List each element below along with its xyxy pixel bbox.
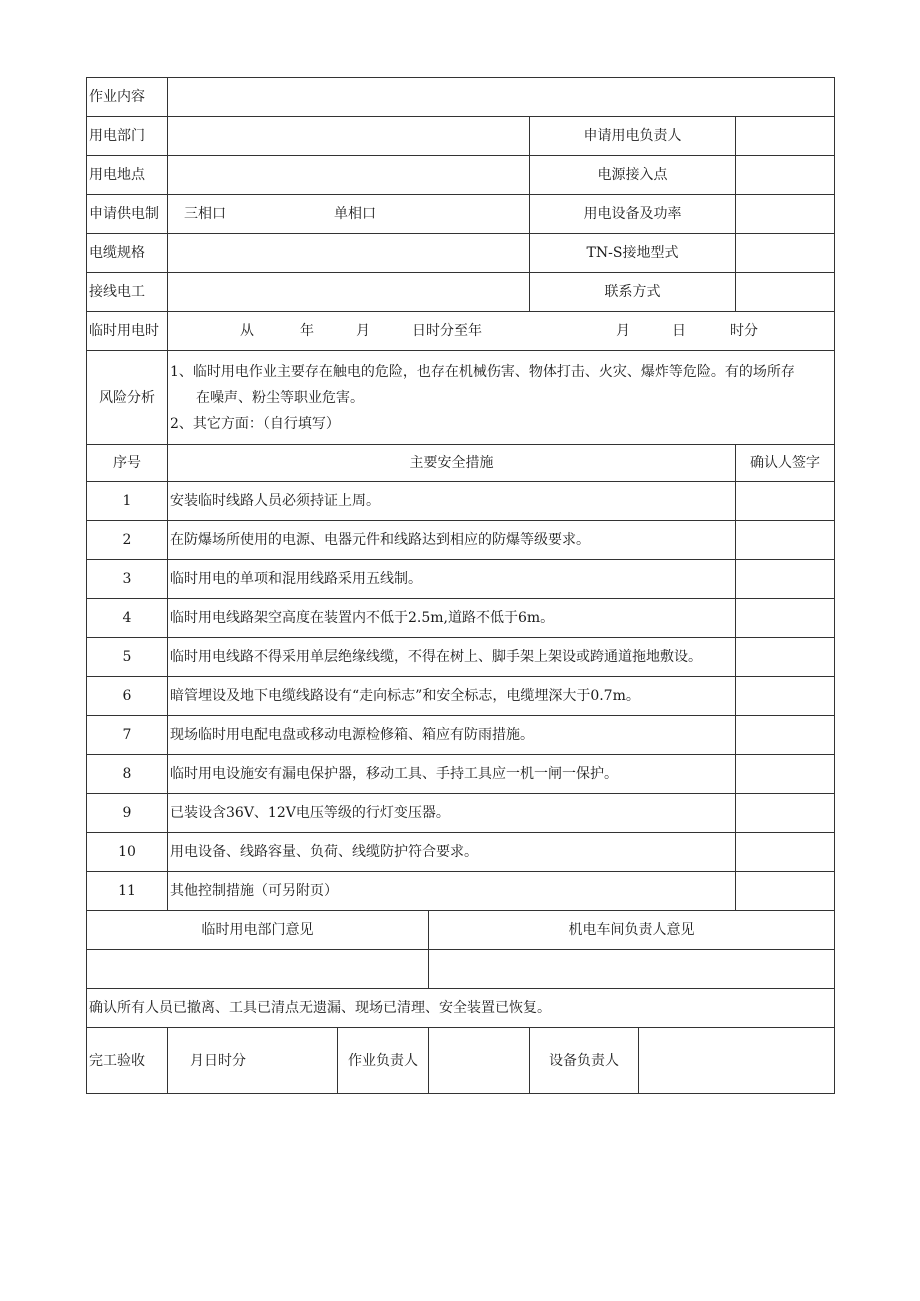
- measure-text: 临时用电线路不得采用单层绝缘线缆，不得在树上、脚手架上架设或跨通道拖地敷设。: [168, 638, 736, 677]
- power-point-label: 电源接入点: [530, 156, 736, 195]
- work-leader-label: 作业负责人: [338, 1028, 429, 1094]
- work-content-field[interactable]: [168, 78, 835, 117]
- confirm-signature-field[interactable]: [736, 872, 835, 911]
- permit-table: [86, 77, 835, 1094]
- measure-text: 其他控制措施（可另附页）: [168, 872, 736, 911]
- risk-line-2: 2、其它方面：（自行填写）: [170, 415, 340, 432]
- confirm-signature-field[interactable]: [736, 755, 835, 794]
- measure-no: 1: [87, 482, 168, 521]
- equip-leader-label: 设备负责人: [530, 1028, 639, 1094]
- measure-no: 5: [87, 638, 168, 677]
- measure-no: 9: [87, 794, 168, 833]
- measure-row: [87, 794, 835, 833]
- confirm-signature-field[interactable]: [736, 599, 835, 638]
- measure-text: 已装设含36V、12V电压等级的行灯变压器。: [168, 794, 736, 833]
- work-content-label: 作业内容: [87, 78, 168, 117]
- time-from: 从: [240, 323, 254, 339]
- measure-no: 3: [87, 560, 168, 599]
- dept-opinion-field[interactable]: [87, 950, 429, 989]
- confirm-signature-field[interactable]: [736, 833, 835, 872]
- risk-content: [168, 351, 835, 445]
- measure-row: [87, 560, 835, 599]
- measure-row: [87, 755, 835, 794]
- measure-row: [87, 521, 835, 560]
- time-label: 临时用电时: [87, 312, 168, 351]
- applicant-label: 申请用电负责人: [530, 117, 736, 156]
- equip-leader-field[interactable]: [639, 1028, 835, 1094]
- power-point-field[interactable]: [736, 156, 835, 195]
- measure-text: 临时用电的单项和混用线路采用五线制。: [168, 560, 736, 599]
- measure-row: [87, 482, 835, 521]
- time-month: 月: [356, 323, 370, 339]
- dept-label: 用电部门: [87, 117, 168, 156]
- risk-line-1: 1、临时用电作业主要存在触电的危险，也存在机械伤害、物体打击、火灾、爆炸等危险。有的场所存: [170, 363, 795, 380]
- grounding-field[interactable]: [736, 234, 835, 273]
- confirm-signature-field[interactable]: [736, 638, 835, 677]
- measure-row: [87, 833, 835, 872]
- time-year: 年: [300, 323, 314, 339]
- completion-confirm-text: 确认所有人员已撤离、工具已清点无遗漏、现场已清理、安全装置已恢复。: [87, 989, 835, 1028]
- risk-label: 风险分析: [87, 351, 168, 445]
- cable-field[interactable]: [168, 234, 530, 273]
- applicant-field[interactable]: [736, 117, 835, 156]
- measure-row: [87, 638, 835, 677]
- measure-no: 8: [87, 755, 168, 794]
- confirm-signature-field[interactable]: [736, 677, 835, 716]
- contact-field[interactable]: [736, 273, 835, 312]
- cable-label: 电缆规格: [87, 234, 168, 273]
- equipment-field[interactable]: [736, 195, 835, 234]
- measures-col-confirm: 确认人签字: [736, 445, 835, 482]
- work-leader-field[interactable]: [429, 1028, 530, 1094]
- measure-text: 在防爆场所使用的电源、电器元件和线路达到相应的防爆等级要求。: [168, 521, 736, 560]
- measure-row: [87, 716, 835, 755]
- time-day-to-year: 日时分至年: [412, 323, 482, 339]
- workshop-opinion-label: 机电车间负责人意见: [429, 911, 835, 950]
- measure-no: 10: [87, 833, 168, 872]
- confirm-signature-field[interactable]: [736, 716, 835, 755]
- electrician-field[interactable]: [168, 273, 530, 312]
- measure-row: [87, 677, 835, 716]
- grounding-label: TN-S接地型式: [530, 234, 736, 273]
- dept-field[interactable]: [168, 117, 530, 156]
- time-range-field[interactable]: [168, 312, 835, 351]
- measure-no: 4: [87, 599, 168, 638]
- measure-text: 临时用电设施安有漏电保护器，移动工具、手持工具应一机一闸一保护。: [168, 755, 736, 794]
- risk-line-1b: 在噪声、粉尘等职业危害。: [196, 389, 364, 406]
- confirm-signature-field[interactable]: [736, 560, 835, 599]
- workshop-opinion-field[interactable]: [429, 950, 835, 989]
- measure-no: 6: [87, 677, 168, 716]
- measure-no: 7: [87, 716, 168, 755]
- measure-row: [87, 599, 835, 638]
- measure-text: 临时用电线路架空高度在装置内不低于2.5m,道路不低于6m。: [168, 599, 736, 638]
- confirm-signature-field[interactable]: [736, 482, 835, 521]
- electrician-label: 接线电工: [87, 273, 168, 312]
- three-phase-option[interactable]: 三相口: [184, 206, 226, 222]
- location-field[interactable]: [168, 156, 530, 195]
- single-phase-option[interactable]: 单相口: [334, 206, 376, 222]
- time-day-2: 日: [672, 323, 686, 339]
- accept-datetime[interactable]: 月日时分: [168, 1028, 338, 1094]
- measure-text: 安装临时线路人员必须持证上周。: [168, 482, 736, 521]
- confirm-signature-field[interactable]: [736, 521, 835, 560]
- contact-label: 联系方式: [530, 273, 736, 312]
- measure-text: 暗管埋设及地下电缆线路设有“走向标志”和安全标志，电缆埋深大于0.7m。: [168, 677, 736, 716]
- measure-text: 现场临时用电配电盘或移动电源检修箱、箱应有防雨措施。: [168, 716, 736, 755]
- measure-text: 用电设备、线路容量、负荷、线缆防护符合要求。: [168, 833, 736, 872]
- measure-row: [87, 872, 835, 911]
- supply-label: 申请供电制: [87, 195, 168, 234]
- supply-options: [168, 195, 530, 234]
- measure-no: 11: [87, 872, 168, 911]
- time-month-2: 月: [616, 323, 630, 339]
- equipment-label: 用电设备及功率: [530, 195, 736, 234]
- dept-opinion-label: 临时用电部门意见: [87, 911, 429, 950]
- accept-label: 完工验收: [87, 1028, 168, 1094]
- permit-form: [86, 77, 834, 1094]
- measures-col-measure: 主要安全措施: [168, 445, 736, 482]
- time-hour-minute: 时分: [730, 323, 758, 339]
- location-label: 用电地点: [87, 156, 168, 195]
- measures-col-no: 序号: [87, 445, 168, 482]
- confirm-signature-field[interactable]: [736, 794, 835, 833]
- measure-no: 2: [87, 521, 168, 560]
